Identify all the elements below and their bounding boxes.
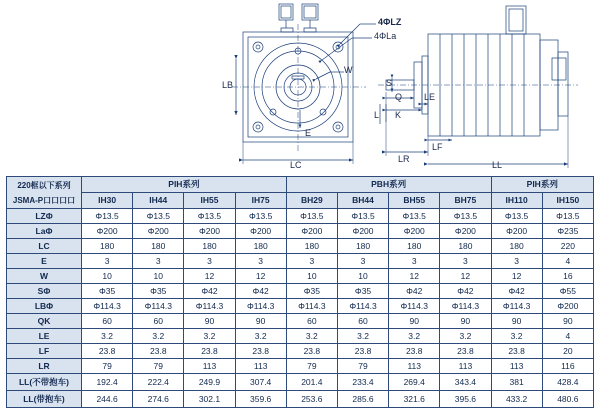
table-cell: 90: [491, 314, 542, 329]
table-cell: 180: [491, 239, 542, 254]
table-cell: Φ42: [491, 284, 542, 299]
table-row: [7, 344, 594, 359]
table-cell: Φ114.3: [491, 299, 542, 314]
table-cell: Φ13.5: [337, 209, 388, 224]
table-cell: 249.9: [184, 374, 235, 391]
table-cell: 23.8: [82, 344, 133, 359]
table-row-header: LE: [7, 329, 82, 344]
table-cell: 3.2: [235, 329, 286, 344]
table-cell: Φ200: [82, 224, 133, 239]
table-cell: Φ13.5: [491, 209, 542, 224]
table-column-header: IH150: [542, 193, 593, 209]
table-cell: 113: [389, 359, 440, 374]
table-cell: 79: [82, 359, 133, 374]
table-cell: 274.6: [133, 391, 184, 408]
table-row-header: LL(带抱车): [7, 391, 82, 408]
table-cell: 428.4: [542, 374, 593, 391]
table-cell: 3: [184, 254, 235, 269]
drawing-svg: [0, 0, 600, 172]
table-cell: 10: [286, 269, 337, 284]
table-row-header: LF: [7, 344, 82, 359]
table-row: [7, 329, 594, 344]
table-cell: 233.4: [337, 374, 388, 391]
table-cell: 90: [389, 314, 440, 329]
table-column-header: BH55: [389, 193, 440, 209]
table-row: [7, 269, 594, 284]
table-row-header: SΦ: [7, 284, 82, 299]
table-cell: 79: [286, 359, 337, 374]
table-column-header: IH44: [133, 193, 184, 209]
table-cell: 4: [542, 329, 593, 344]
table-corner-header: [7, 177, 82, 209]
label-w: W: [344, 65, 353, 75]
table-cell: 113: [440, 359, 491, 374]
table-header-row-groups: [7, 177, 594, 193]
table-cell: Φ13.5: [82, 209, 133, 224]
table-cell: 3: [82, 254, 133, 269]
label-le: LE: [424, 92, 436, 102]
label-e: E: [305, 128, 312, 138]
table-cell: 321.6: [389, 391, 440, 408]
table-cell: Φ13.5: [286, 209, 337, 224]
table-cell: 359.6: [235, 391, 286, 408]
table-row: [7, 209, 594, 224]
table-cell: 180: [286, 239, 337, 254]
table-cell: 180: [389, 239, 440, 254]
dimension-table-wrap: [6, 176, 594, 408]
table-cell: 3.2: [491, 329, 542, 344]
label-lf: LF: [432, 142, 443, 152]
table-cell: 12: [440, 269, 491, 284]
table-cell: Φ13.5: [184, 209, 235, 224]
table-cell: 433.2: [491, 391, 542, 408]
table-cell: Φ42: [184, 284, 235, 299]
table-group-header-2: PIH系列: [491, 177, 594, 193]
table-cell: 192.4: [82, 374, 133, 391]
table-group-header-0: PIH系列: [82, 177, 287, 193]
label-s: S: [386, 78, 393, 88]
table-cell: 90: [542, 314, 593, 329]
table-cell: 10: [337, 269, 388, 284]
table-row: [7, 224, 594, 239]
label-lc: LC: [290, 160, 302, 170]
table-cell: Φ200: [542, 299, 593, 314]
table-cell: 23.8: [184, 344, 235, 359]
table-cell: Φ200: [133, 224, 184, 239]
table-header-row-models: [7, 193, 594, 209]
table-cell: Φ200: [184, 224, 235, 239]
table-cell: 180: [440, 239, 491, 254]
table-row-header: LZΦ: [7, 209, 82, 224]
label-k: K: [395, 110, 402, 120]
table-cell: 3.2: [337, 329, 388, 344]
table-cell: Φ42: [440, 284, 491, 299]
table-cell: 20: [542, 344, 593, 359]
table-cell: 3.2: [440, 329, 491, 344]
table-cell: 381: [491, 374, 542, 391]
table-cell: 3: [440, 254, 491, 269]
table-row: [7, 374, 594, 391]
table-cell: Φ35: [133, 284, 184, 299]
dimension-table: [6, 176, 594, 408]
table-cell: 79: [133, 359, 184, 374]
corner-line-2: JSMA-P口口口口: [12, 195, 76, 205]
table-cell: 23.8: [235, 344, 286, 359]
table-cell: Φ35: [82, 284, 133, 299]
table-cell: 3: [235, 254, 286, 269]
table-column-header: BH44: [337, 193, 388, 209]
table-cell: Φ200: [337, 224, 388, 239]
table-column-header: BH29: [286, 193, 337, 209]
label-ll: LL: [492, 160, 503, 170]
corner-line-1: 220框以下系列: [17, 180, 71, 190]
table-cell: 12: [184, 269, 235, 284]
table-cell: 302.1: [184, 391, 235, 408]
table-cell: 4: [542, 254, 593, 269]
table-row: [7, 254, 594, 269]
table-cell: 12: [491, 269, 542, 284]
table-row-header: E: [7, 254, 82, 269]
table-cell: 60: [337, 314, 388, 329]
table-cell: Φ200: [286, 224, 337, 239]
table-cell: 90: [440, 314, 491, 329]
table-column-header: IH110: [491, 193, 542, 209]
table-cell: Φ13.5: [133, 209, 184, 224]
table-cell: Φ35: [286, 284, 337, 299]
table-row-header: LBΦ: [7, 299, 82, 314]
table-cell: 180: [133, 239, 184, 254]
table-cell: Φ235: [542, 224, 593, 239]
table-cell: Φ13.5: [440, 209, 491, 224]
table-cell: 285.6: [337, 391, 388, 408]
table-row: [7, 239, 594, 254]
table-cell: 180: [184, 239, 235, 254]
table-column-header: IH55: [184, 193, 235, 209]
table-cell: 307.4: [235, 374, 286, 391]
dimension-table-body: [7, 177, 594, 408]
table-cell: 79: [337, 359, 388, 374]
table-column-header: IH75: [235, 193, 286, 209]
table-cell: Φ55: [542, 284, 593, 299]
table-row: [7, 299, 594, 314]
table-cell: Φ114.3: [286, 299, 337, 314]
table-cell: 116: [542, 359, 593, 374]
table-row-header: W: [7, 269, 82, 284]
table-cell: 60: [82, 314, 133, 329]
table-cell: Φ200: [491, 224, 542, 239]
table-cell: 23.8: [133, 344, 184, 359]
table-row-header: LL(不带抱车): [7, 374, 82, 391]
table-cell: 244.6: [82, 391, 133, 408]
label-4phila: 4ΦLa: [374, 31, 397, 41]
table-cell: 113: [491, 359, 542, 374]
table-cell: Φ13.5: [235, 209, 286, 224]
table-cell: Φ114.3: [184, 299, 235, 314]
table-cell: 10: [82, 269, 133, 284]
table-cell: 220: [542, 239, 593, 254]
table-cell: 113: [184, 359, 235, 374]
table-row-header: LC: [7, 239, 82, 254]
table-cell: Φ13.5: [389, 209, 440, 224]
table-cell: Φ42: [235, 284, 286, 299]
table-row-header: LR: [7, 359, 82, 374]
table-cell: 23.8: [286, 344, 337, 359]
table-cell: 12: [235, 269, 286, 284]
table-cell: 16: [542, 269, 593, 284]
table-cell: 3: [337, 254, 388, 269]
table-cell: 3: [286, 254, 337, 269]
table-cell: Φ114.3: [337, 299, 388, 314]
table-cell: 23.8: [491, 344, 542, 359]
table-cell: Φ114.3: [82, 299, 133, 314]
table-cell: 3: [389, 254, 440, 269]
table-cell: 3.2: [82, 329, 133, 344]
table-row: [7, 359, 594, 374]
table-cell: 90: [235, 314, 286, 329]
table-cell: 480.6: [542, 391, 593, 408]
table-cell: Φ200: [389, 224, 440, 239]
table-cell: 180: [337, 239, 388, 254]
label-lb: LB: [222, 80, 234, 90]
table-row: [7, 314, 594, 329]
label-4philz: 4ΦLZ: [378, 17, 402, 27]
table-cell: 23.8: [389, 344, 440, 359]
table-cell: 12: [389, 269, 440, 284]
table-cell: Φ200: [440, 224, 491, 239]
table-cell: 3.2: [184, 329, 235, 344]
label-q: Q: [395, 92, 403, 102]
table-cell: 201.4: [286, 374, 337, 391]
table-cell: 10: [133, 269, 184, 284]
table-cell: 3: [133, 254, 184, 269]
table-cell: 113: [235, 359, 286, 374]
table-cell: 23.8: [337, 344, 388, 359]
label-l: L: [374, 110, 380, 120]
table-cell: 343.4: [440, 374, 491, 391]
table-cell: 3.2: [389, 329, 440, 344]
table-cell: 3.2: [286, 329, 337, 344]
table-column-header: IH30: [82, 193, 133, 209]
table-cell: 180: [82, 239, 133, 254]
table-group-header-1: PBH系列: [286, 177, 491, 193]
table-row: [7, 284, 594, 299]
table-cell: 253.6: [286, 391, 337, 408]
label-lr: LR: [398, 154, 410, 164]
table-row-header: QK: [7, 314, 82, 329]
table-cell: 3.2: [133, 329, 184, 344]
table-cell: Φ114.3: [235, 299, 286, 314]
table-column-header: BH75: [440, 193, 491, 209]
table-cell: 23.8: [440, 344, 491, 359]
table-cell: Φ200: [235, 224, 286, 239]
table-cell: 60: [286, 314, 337, 329]
table-cell: 3: [491, 254, 542, 269]
table-cell: 60: [133, 314, 184, 329]
table-cell: Φ114.3: [389, 299, 440, 314]
table-cell: Φ114.3: [133, 299, 184, 314]
motor-dimension-drawing: [0, 0, 600, 172]
table-row-header: LaΦ: [7, 224, 82, 239]
table-cell: 180: [235, 239, 286, 254]
table-cell: Φ42: [389, 284, 440, 299]
table-row: [7, 391, 594, 408]
table-cell: 269.4: [389, 374, 440, 391]
table-cell: 222.4: [133, 374, 184, 391]
table-cell: Φ35: [337, 284, 388, 299]
table-cell: 395.6: [440, 391, 491, 408]
table-cell: Φ114.3: [440, 299, 491, 314]
table-cell: Φ13.5: [542, 209, 593, 224]
table-cell: 90: [184, 314, 235, 329]
